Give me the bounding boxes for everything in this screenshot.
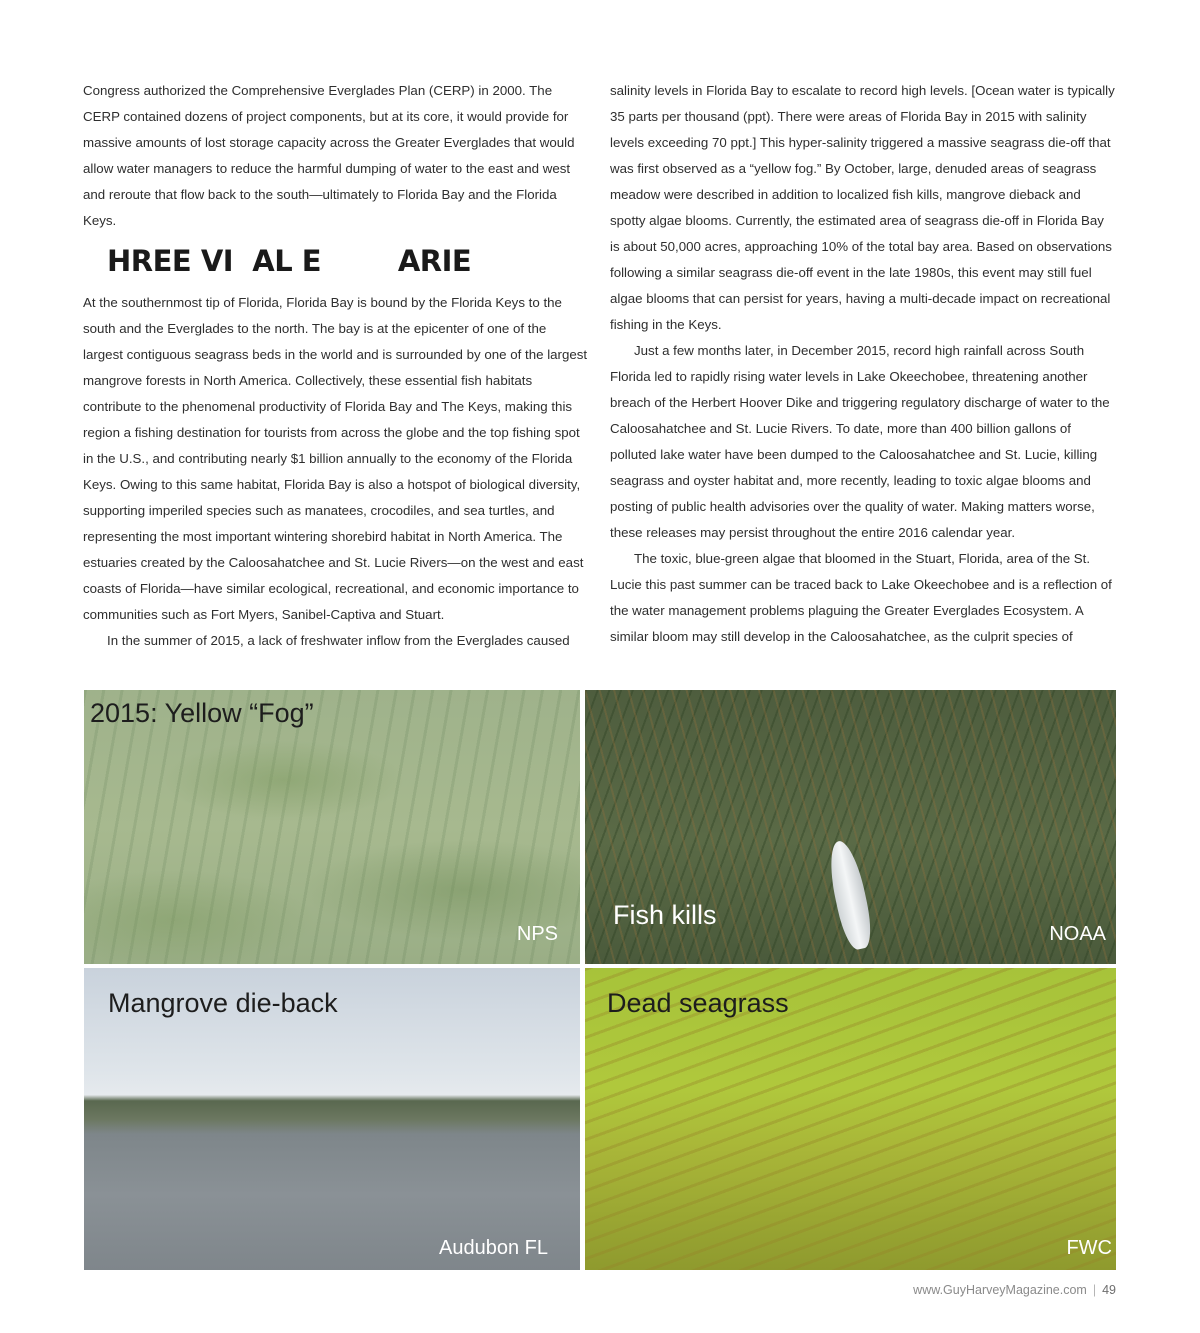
photo-dead-seagrass bbox=[585, 968, 1116, 1270]
paragraph: In the summer of 2015, a lack of freshwater inflow from the Everglades caused bbox=[107, 633, 570, 648]
photo-credit: FWC bbox=[1066, 1237, 1112, 1259]
photo-credit: NOAA bbox=[1049, 923, 1106, 945]
section-heading: HREE VI AL E ARIE bbox=[107, 244, 472, 278]
footer-separator: | bbox=[1092, 1283, 1097, 1297]
page-number: 49 bbox=[1102, 1283, 1116, 1297]
paragraph: salinity levels in Florida Bay to escalate to record high levels. [Ocean water is typically 35 parts per thousand (ppt). There were areas of Florida Bay in 2015 with salinity levels exceeding 70 ppt.] This hyper-salinity triggered a massive seagrass die-off that was first observed as a “yellow fog.” By October, large, denuded areas of seagrass meadow were described in addition to localized fish kills, mangrove dieback and spotty algae blooms. Currently, the estimated area of seagrass die-off in Florida Bay is about 50,000 acres, approaching 10% of the total bay area. Based on observations following a similar seagrass die-off event in the late 1980s, this event may still fuel algae blooms that can persist for years, having a multi-decade impact on recreational fishing in the Keys. bbox=[610, 83, 1115, 332]
right-column bbox=[610, 78, 1115, 650]
paragraph: The toxic, blue-green algae that bloomed in the Stuart, Florida, area of the St. Lucie this past summer can be traced back to Lake Okeechobee and is a reflection of the water management problems plaguing the Greater Everglades Ecosystem. A similar bloom may still develop in the Caloosahatchee, as the culprit species of bbox=[610, 551, 1112, 644]
left-column bbox=[83, 78, 588, 654]
fish-image bbox=[824, 838, 876, 952]
paragraph: Just a few months later, in December 2015, record high rainfall across South Florida led to rapidly rising water levels in Lake Okeechobee, threatening another breach of the Herbert Hoover Dike and triggering regulatory discharge of water to the Caloosahatchee and St. Lucie Rivers. To date, more than 400 billion gallons of polluted lake water have been dumped to the Caloosahatchee and St. Lucie, killing seagrass and oyster habitat and, more recently, leading to toxic algae blooms and posting of public health advisories over the quality of water. Making matters worse, these releases may persist throughout the entire 2016 calendar year. bbox=[610, 343, 1110, 540]
photo-caption: Mangrove die-back bbox=[108, 988, 338, 1018]
photo-credit: NPS bbox=[516, 923, 558, 945]
photo-caption: Fish kills bbox=[613, 900, 717, 930]
photo-caption: Dead seagrass bbox=[607, 988, 789, 1018]
photo-fish-kills bbox=[585, 690, 1116, 964]
photo-credit: Audubon FL bbox=[439, 1237, 548, 1259]
footer-url[interactable]: www.GuyHarveyMagazine.com bbox=[913, 1283, 1087, 1297]
photo-caption: 2015: Yellow “Fog” bbox=[90, 698, 314, 728]
paragraph: At the southernmost tip of Florida, Florida Bay is bound by the Florida Keys to the south and the Everglades to the north. The bay is at the epicenter of one of the largest contiguous seagrass beds in the world and is surrounded by one of the largest mangrove forests in North America. Collectively, these essential fish habitats contribute to the phenomenal productivity of Florida Bay and The Keys, making this region a fishing destination for tourists from across the globe and the top fishing spot in the U.S., and contributing nearly $1 billion annually to the economy of the Florida Keys. Owing to this same habitat, Florida Bay is also a hotspot of biological diversity, supporting imperiled species such as manatees, crocodiles, and sea turtles, and representing the most important wintering shorebird habitat in North America. The estuaries created by the Caloosahatchee and St. Lucie Rivers—on the west and east coasts of Florida—have similar ecological, recreational, and economic importance to communities such as Fort Myers, Sanibel-Captiva and Stuart. bbox=[83, 295, 588, 622]
paragraph: Congress authorized the Comprehensive Everglades Plan (CERP) in 2000. The CERP contained dozens of project components, but at its core, it would provide for massive amounts of lost storage capacity across the Greater Everglades that would allow water managers to reduce the harmful dumping of water to the east and west and reroute that flow back to the south—ultimately to Florida Bay and the Florida Keys. bbox=[83, 83, 575, 228]
page-footer bbox=[913, 1283, 1116, 1297]
photo-yellow-fog bbox=[84, 690, 580, 964]
photo-mangrove-die-back bbox=[84, 968, 580, 1270]
